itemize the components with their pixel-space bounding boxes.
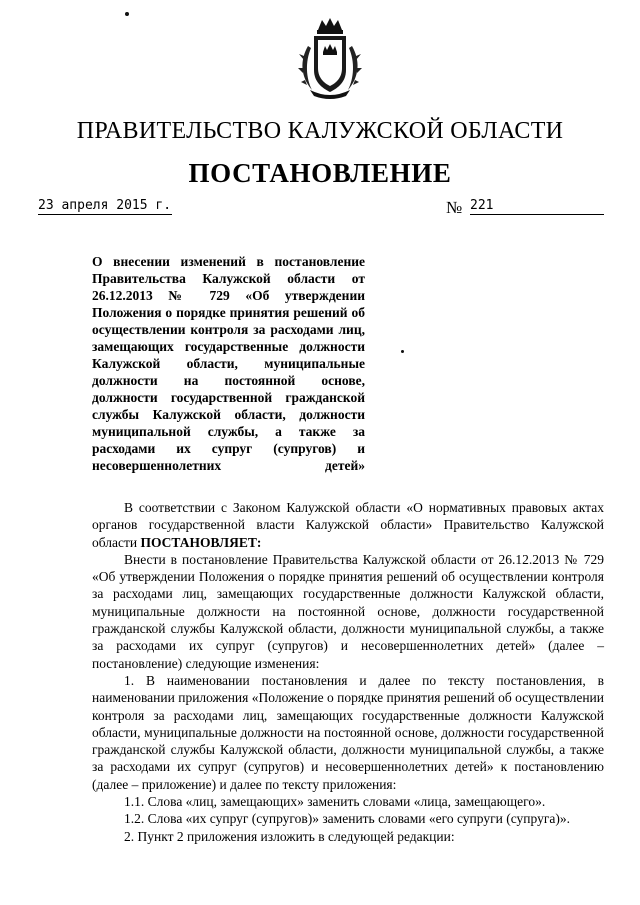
scan-speck	[125, 12, 129, 16]
government-title: ПРАВИТЕЛЬСТВО КАЛУЖСКОЙ ОБЛАСТИ	[76, 118, 564, 144]
item-1-2: 1.2. Слова «их супруг (супругов)» заменить словами «его супруги (супруга)».	[124, 811, 570, 827]
number-sign: №	[446, 198, 463, 217]
preamble-paragraph	[92, 499, 604, 551]
document-body	[92, 499, 604, 845]
document-date: 23 апреля 2015 г.	[38, 198, 172, 213]
coat-of-arms-icon	[296, 16, 364, 100]
decree-keyword: ПОСТАНОВЛЯЕТ:	[140, 534, 262, 550]
item-2: 2. Пункт 2 приложения изложить в следующей редакции:	[124, 828, 455, 844]
body-paragraph-2: 1. В наименовании постановления и далее по тексту постановления, в наименовании приложения «Положение о порядке принятия решений об осуществлении контроля за расходами лиц, замещающих государственные должности Калужской области, муниципальные должности на постоянной основе, должности государственной гражданской службы Калужской области, должности муниципальной службы, а также за расходами их супруг (супругов) и несовершеннолетних детей» к постановлению (далее – приложение) и далее по тексту приложения:	[92, 672, 604, 792]
scan-speck	[401, 350, 404, 353]
body-paragraph-1: Внести в постановление Правительства Калужской области от 26.12.2013 № 729 «Об утверждении Положения о порядке принятия решений об осуществлении контроля за расходами лиц, замещающих государственные должности Калужской области, муниципальные должности на постоянной основе, должности государственной гражданской службы Калужской области, должности муниципальной службы, а также за расходами их супруг (супругов) и несовершеннолетних детей» (далее – постановление) следующие изменения:	[92, 551, 604, 671]
document-type-title: ПОСТАНОВЛЕНИЕ	[188, 158, 452, 188]
document-number: 221	[470, 198, 604, 215]
document-subject	[92, 253, 365, 474]
preamble-text: В соответствии с Законом Калужской области «О нормативных правовых актах органов государственной власти Калужской области» Правительство Калужской области	[92, 500, 604, 550]
item-1-1: 1.1. Слова «лиц, замещающих» заменить словами «лица, замещающего».	[124, 794, 546, 810]
subject-text: О внесении изменений в постановление Правительства Калужской области от 26.12.2013 № 729 «Об утверждении Положения о порядке принятия решений об осуществлении контроля за расходами лиц, замещающих государственные должности Калужской области, муниципальные должности на постоянной основе, должности государственной гражданской службы Калужской области, должности муниципальной службы, а также за расходами их супруг (супругов) и несовершеннолетних детей»	[92, 254, 365, 473]
